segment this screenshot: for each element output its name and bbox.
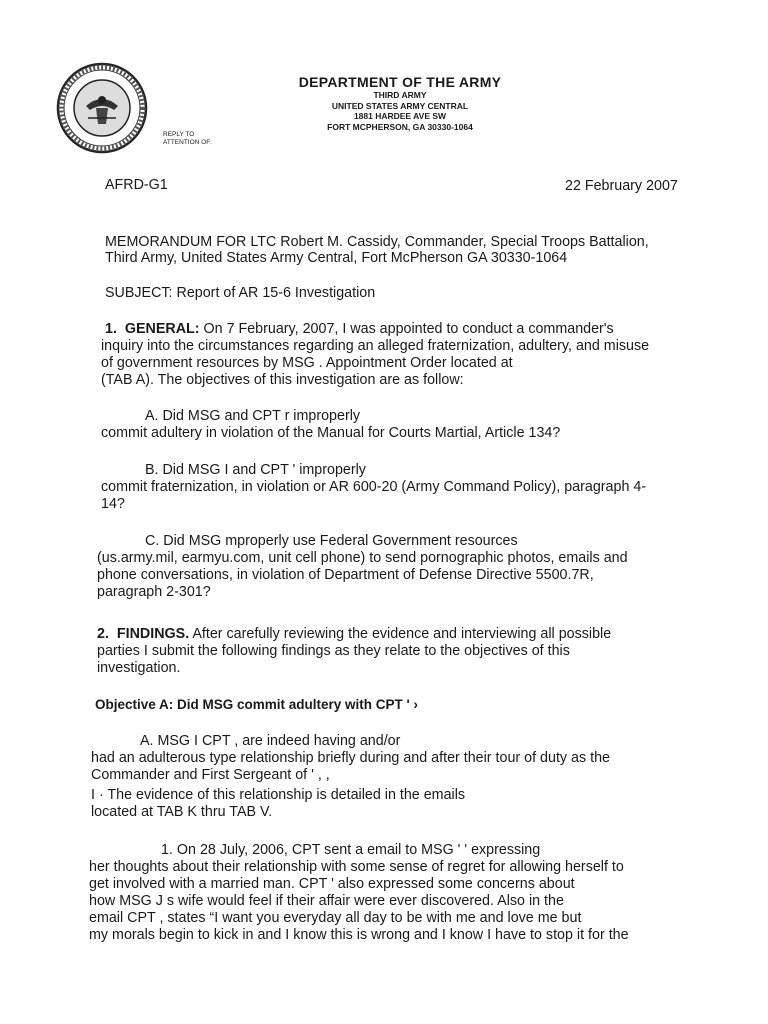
para-a-line: had an adulterous type relationship briefly during and after their tour of duty as the bbox=[91, 750, 610, 766]
objective-item-c-line: phone conversations, in violation of Department of Defense Directive 5500.7R, bbox=[97, 567, 594, 583]
findings-heading: FINDINGS. bbox=[116, 626, 190, 642]
general-number: 1. bbox=[105, 321, 117, 337]
reply-to-label bbox=[163, 131, 212, 147]
objective-item-b-line: B. Did MSG I and CPT ' improperly bbox=[145, 462, 366, 478]
letterhead-line: THIRD ARMY bbox=[373, 90, 427, 100]
office-symbol: AFRD-G1 bbox=[105, 177, 168, 193]
objective-item-a-line: commit adultery in violation of the Manual for Courts Martial, Article 134? bbox=[101, 425, 561, 441]
para-a-line: located at TAB K thru TAB V. bbox=[91, 804, 273, 820]
memo-for-line: MEMORANDUM FOR LTC Robert M. Cassidy, Commander, Special Troops Battalion, bbox=[105, 234, 649, 250]
general-line: of government resources by MSG . Appointment Order located at bbox=[101, 355, 513, 371]
letterhead-line: 1881 HARDEE AVE SW bbox=[353, 111, 447, 121]
objective-item-c-line: (us.army.mil, earmyu.com, unit cell phone) to send pornographic photos, emails and bbox=[97, 550, 628, 566]
letterhead-line: UNITED STATES ARMY CENTRAL bbox=[331, 100, 469, 111]
para-a-line: A. MSG I CPT , are indeed having and/or bbox=[140, 733, 401, 749]
objective-item-c-line: C. Did MSG mproperly use Federal Government resources bbox=[145, 533, 518, 549]
letterhead-title: DEPARTMENT OF THE ARMY bbox=[298, 74, 502, 90]
para-1-line: her thoughts about their relationship with some sense of regret for allowing herself to bbox=[89, 859, 624, 875]
objective-item-b-line: 14? bbox=[101, 496, 125, 512]
general-text: On 7 February, 2007, I was appointed to conduct a commander's bbox=[199, 321, 614, 337]
general-line: (TAB A). The objectives of this investigation are as follow: bbox=[101, 372, 464, 388]
findings-line: parties I submit the following findings as they relate to the objectives of this bbox=[97, 643, 570, 659]
letterhead-line: FORT MCPHERSON, GA 30330-1064 bbox=[327, 121, 473, 132]
findings-first-line bbox=[97, 626, 611, 643]
objective-item-a-line: A. Did MSG and CPT r improperly bbox=[145, 408, 361, 424]
objective-item-b-line: commit fraternization, in violation or AR 600-20 (Army Command Policy), paragraph 4- bbox=[101, 479, 647, 495]
general-line: inquiry into the circumstances regarding an alleged fraternization, adultery, and misuse bbox=[101, 338, 650, 354]
para-1-line: get involved with a married man. CPT ' also expressed some concerns about bbox=[89, 876, 575, 892]
reply-to-line: REPLY TO bbox=[163, 131, 195, 138]
objective-item-c-line: paragraph 2-301? bbox=[97, 584, 211, 600]
memo-date: 22 February 2007 bbox=[565, 178, 678, 194]
findings-text: After carefully reviewing the evidence and interviewing all possible bbox=[189, 626, 612, 642]
memo-for-line: Third Army, United States Army Central, Fort McPherson GA 30330-1064 bbox=[105, 250, 568, 266]
general-first-line bbox=[105, 321, 614, 338]
department-of-defense-seal-icon bbox=[56, 62, 148, 154]
subject-line: SUBJECT: Report of AR 15-6 Investigation bbox=[105, 285, 376, 301]
objective-a-heading: Objective A: Did MSG commit adultery with CPT ' › bbox=[95, 697, 418, 712]
findings-number: 2. bbox=[97, 626, 109, 642]
para-1-line: my morals begin to kick in and I know this is wrong and I know I have to stop it for the bbox=[89, 927, 629, 943]
para-1-line: how MSG J s wife would feel if their affair were ever discovered. Also in the bbox=[89, 893, 564, 909]
para-a-line: Commander and First Sergeant of ' , , bbox=[91, 767, 330, 783]
para-1-line: 1. On 28 July, 2006, CPT sent a email to MSG ' ' expressing bbox=[161, 842, 541, 858]
letterhead bbox=[250, 74, 550, 132]
para-a-line: I · The evidence of this relationship is detailed in the emails bbox=[91, 787, 466, 803]
findings-line: investigation. bbox=[97, 660, 181, 676]
general-heading: GENERAL: bbox=[124, 321, 200, 337]
para-1-line: email CPT , states “I want you everyday all day to be with me and love me but bbox=[89, 910, 582, 926]
reply-to-line: ATTENTION OF: bbox=[163, 139, 212, 146]
